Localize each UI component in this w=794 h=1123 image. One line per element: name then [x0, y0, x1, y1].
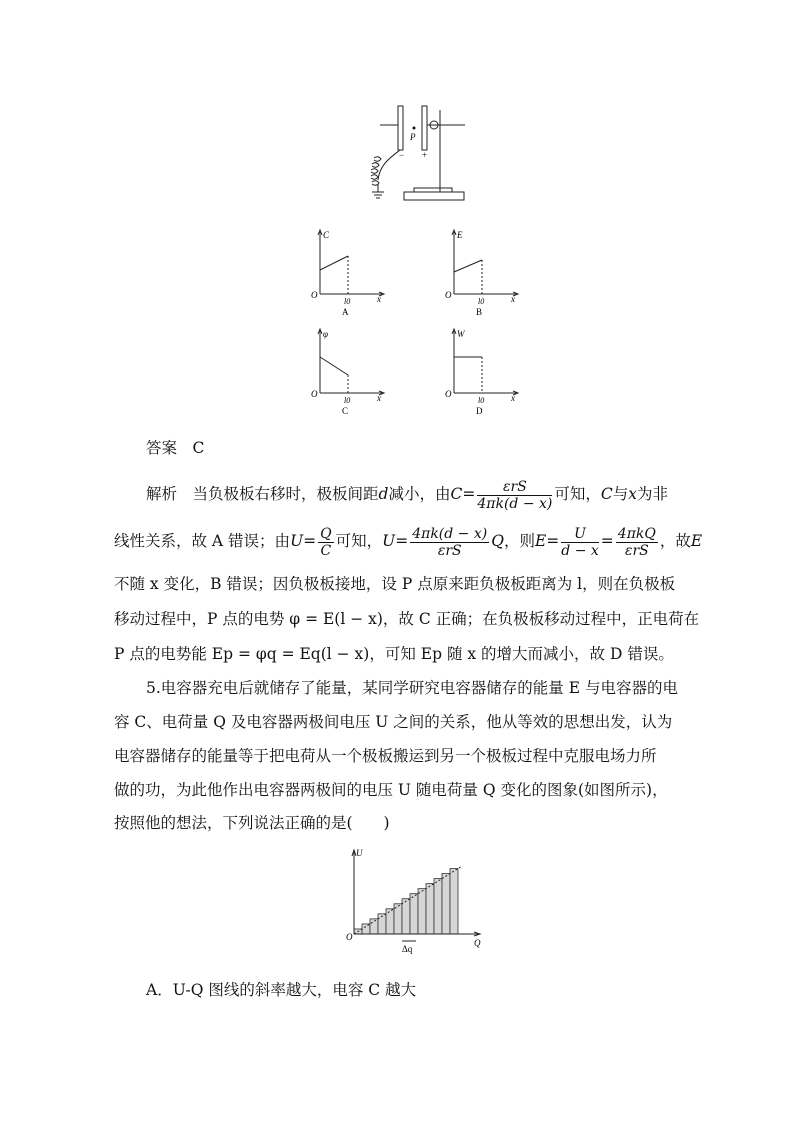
point-p-label: P — [410, 132, 416, 142]
graph-c — [308, 325, 388, 417]
analysis-line-5: P 点的电势能 Ep = φq = Eq(l − x)，可知 Ep 随 x 的增大而减小，故 D 错误。 — [114, 645, 674, 663]
denominator: C — [320, 542, 332, 559]
text: 可知， — [554, 485, 601, 503]
step-bar — [386, 909, 394, 934]
graph-a-x-label: x — [377, 294, 381, 304]
denominator: εrS — [624, 542, 649, 559]
option-a: A．U-Q 图线的斜率越大，电容 C 越大 — [146, 981, 417, 999]
numerator: Q — [320, 525, 332, 542]
answer-label: 答案 — [146, 439, 178, 457]
var-u: U — [382, 532, 396, 550]
numerator: εrS — [477, 479, 552, 496]
equals: = — [303, 532, 317, 550]
uq-dq-label: Δq — [402, 944, 413, 954]
graph-c-origin: O — [311, 389, 318, 399]
fraction — [318, 526, 333, 559]
text: 减小，由 — [388, 485, 451, 503]
question-line-3: 电容器储存的能量等于把电荷从一个极板搬运到另一个极板过程中克服电场力所 — [114, 747, 657, 765]
step-bar — [362, 924, 370, 934]
minus-sign: − — [399, 150, 405, 160]
var-d: d — [378, 485, 389, 503]
graph-c-tick-label: l0 — [344, 396, 351, 405]
question-line-5: 按照他的想法，下列说法正确的是( ) — [114, 814, 390, 832]
text: ，故 — [659, 532, 691, 550]
u-q-figure — [344, 844, 494, 954]
graph-d-origin: O — [445, 389, 452, 399]
question-line-2: 容 C、电荷量 Q 及电容器两极间电压 U 之间的关系，他从等效的思想出发，认为 — [114, 713, 673, 731]
var-u: U — [290, 532, 304, 550]
graph-c-letter: C — [342, 406, 349, 416]
step-bar — [450, 869, 458, 934]
step-bar — [410, 894, 418, 934]
equals: = — [546, 532, 560, 550]
uq-origin: O — [346, 932, 353, 942]
graph-d-y-label: W — [457, 329, 465, 339]
answer-line — [146, 438, 204, 458]
graph-b-y-label: E — [457, 230, 463, 240]
text: ，则 — [503, 532, 535, 550]
step-bar — [402, 899, 410, 934]
step-bar — [418, 889, 426, 934]
var-q: Q — [491, 532, 504, 550]
var-c: C — [600, 485, 613, 503]
numerator: U — [561, 526, 599, 543]
graph-a-tick-label: l0 — [344, 297, 351, 306]
graph-c-y-label: φ — [323, 329, 328, 339]
analysis-line-3: 不随 x 变化，B 错误；因负极板接地，设 P 点原来距负极板距离为 l，则在负极板 — [114, 575, 676, 593]
capacitor-apparatus-figure — [370, 100, 470, 208]
graph-a-origin: O — [311, 290, 318, 300]
var-x: x — [628, 485, 638, 503]
plus-sign: + — [422, 150, 428, 160]
text: 为非 — [637, 485, 669, 503]
text: 线性关系，故 A 错误；由 — [114, 532, 291, 550]
numerator: 4πkQ — [617, 525, 656, 542]
step-bar — [434, 879, 442, 934]
question-line-4: 做的功，为此他作出电容器两极间的电压 U 随电荷量 Q 变化的图象(如图所示)， — [114, 781, 668, 799]
fraction — [410, 526, 489, 559]
graph-d — [442, 325, 522, 417]
graph-d-tick-label: l0 — [478, 396, 485, 405]
denominator: εrS — [437, 542, 462, 559]
fraction — [616, 526, 658, 559]
graph-b-origin: O — [445, 290, 452, 300]
answer-value: C — [192, 439, 205, 457]
step-bar — [370, 919, 378, 934]
var-c: C — [450, 485, 463, 503]
equals: = — [462, 485, 476, 503]
analysis-label: 解析 — [146, 485, 178, 503]
graph-b-tick-label: l0 — [478, 297, 485, 306]
question-line-1: 5.电容器充电后就储存了能量，某同学研究电容器储存的能量 E 与电容器的电 — [146, 679, 678, 697]
text: 与 — [612, 485, 629, 503]
graph-a-letter: A — [342, 307, 349, 317]
graph-b — [442, 226, 522, 318]
denominator: d − x — [561, 542, 599, 559]
uq-x-label: Q — [474, 938, 481, 948]
uq-y-label: U — [356, 848, 363, 858]
equals: = — [600, 532, 614, 550]
analysis-line-2 — [114, 522, 702, 560]
step-bar — [426, 884, 434, 934]
var-e: E — [534, 532, 547, 550]
graph-d-x-label: x — [511, 393, 515, 403]
graph-a — [308, 226, 388, 318]
graph-b-x-label: x — [511, 294, 515, 304]
text: 可知， — [335, 532, 383, 550]
equals: = — [395, 532, 409, 550]
analysis-line-4: 移动过程中，P 点的电势 φ = E(l − x)，故 C 正确；在负极板移动过程中，正电荷在 — [114, 610, 700, 628]
graph-c-x-label: x — [377, 393, 381, 403]
graph-b-letter: B — [476, 307, 483, 317]
graph-a-y-label: C — [323, 230, 330, 240]
denominator: 4πk(d − x) — [477, 495, 553, 512]
fraction — [561, 526, 599, 559]
step-bar — [442, 874, 450, 934]
var-e: E — [690, 532, 703, 550]
numerator: 4πk(d − x) — [412, 525, 488, 542]
text: 当负极板右移时，极板间距 — [192, 485, 379, 503]
fraction — [477, 479, 552, 512]
graph-d-letter: D — [476, 406, 483, 416]
analysis-line-1 — [146, 476, 668, 512]
